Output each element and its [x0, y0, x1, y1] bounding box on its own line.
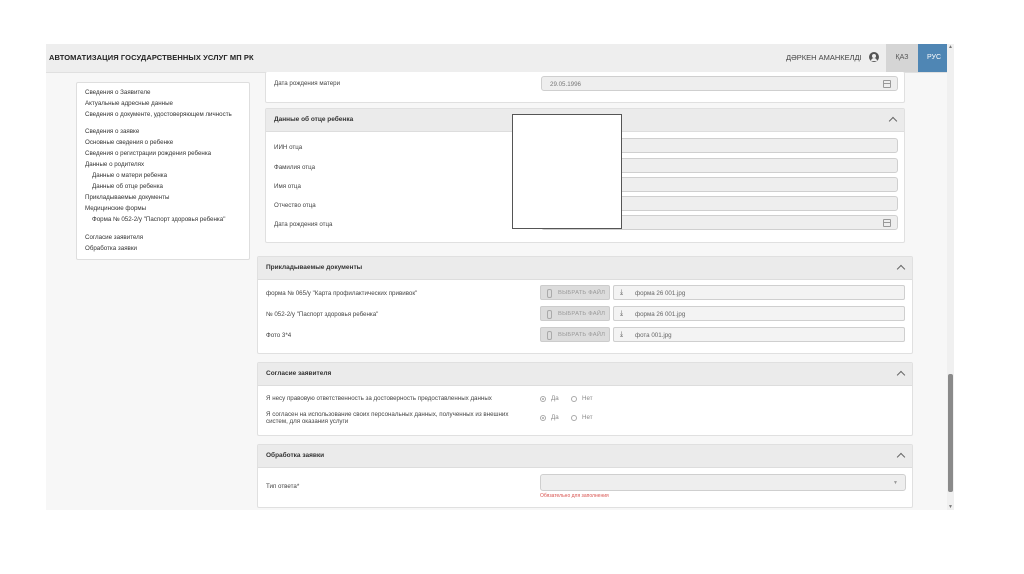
- nav-item-mother[interactable]: Данные о матери ребенка: [92, 172, 168, 179]
- nav-item-id-document[interactable]: Сведения о документе, удостоверяющем личность: [85, 111, 232, 118]
- answer-type-select[interactable]: [540, 474, 906, 491]
- consent-responsibility-yes-radio[interactable]: [540, 396, 546, 402]
- processing-card-title: Обработка заявки: [266, 452, 325, 459]
- nav-item-birth-registration[interactable]: Сведения о регистрации рождения ребенка: [85, 150, 212, 157]
- consent-responsibility-text: Я несу правовую ответственность за достоверность предоставленных данных: [266, 395, 492, 402]
- required-hint: Обязательно для заполнения: [540, 493, 609, 499]
- nav-item-medical-forms[interactable]: Медицинские формы: [85, 205, 147, 212]
- scroll-thumb[interactable]: [948, 374, 953, 492]
- nav-item-documents[interactable]: Прикладываемые документы: [85, 194, 170, 201]
- father-surname-label: Фамилия отца: [274, 164, 316, 171]
- lang-kz-button[interactable]: ҚАЗ: [886, 44, 918, 72]
- download-icon[interactable]: ⤓: [620, 331, 624, 338]
- chevron-up-icon[interactable]: [897, 453, 905, 461]
- consent-personal-data-no-radio[interactable]: [571, 415, 577, 421]
- nav-item-parents[interactable]: Данные о родителях: [85, 161, 145, 168]
- no-label: Нет: [582, 414, 593, 421]
- calendar-icon[interactable]: [883, 219, 891, 227]
- nav-item-applicant[interactable]: Сведения о Заявителе: [85, 89, 151, 96]
- nav-item-request[interactable]: Сведения о заявке: [85, 128, 140, 135]
- documents-card: [257, 256, 913, 354]
- consent-responsibility-no-radio[interactable]: [571, 396, 577, 402]
- consent-card-title: Согласие заявителя: [266, 370, 332, 377]
- scroll-down-icon[interactable]: ▼: [948, 504, 953, 510]
- paperclip-icon: [547, 289, 552, 298]
- lang-ru-button[interactable]: РУС: [918, 44, 950, 72]
- processing-card-header[interactable]: [258, 445, 912, 468]
- father-birth-label: Дата рождения отца: [274, 221, 333, 228]
- nav-item-child-basic[interactable]: Основные сведения о ребенке: [85, 139, 174, 146]
- choose-file-button[interactable]: ВЫБРАТЬ ФАЙЛ: [540, 306, 610, 321]
- nav-item-address[interactable]: Актуальные адресные данные: [85, 100, 173, 107]
- top-bar: [46, 44, 954, 73]
- choose-file-button[interactable]: ВЫБРАТЬ ФАЙЛ: [540, 327, 610, 342]
- scroll-up-icon[interactable]: ▲: [948, 44, 953, 50]
- mother-birth-label: Дата рождения матери: [274, 80, 341, 87]
- yes-label: Да: [551, 395, 559, 402]
- mother-birth-value: 29.05.1996: [550, 81, 581, 88]
- father-name-label: Имя отца: [274, 183, 301, 190]
- download-icon[interactable]: ⤓: [620, 289, 624, 296]
- app-title: АВТОМАТИЗАЦИЯ ГОСУДАРСТВЕННЫХ УСЛУГ МП РК: [49, 53, 254, 62]
- documents-card-title: Прикладываемые документы: [266, 264, 363, 271]
- answer-type-label: Тип ответа*: [266, 483, 300, 490]
- user-name[interactable]: ДӘРКЕН АМАНКЕЛДІ: [786, 53, 862, 62]
- nav-item-consent[interactable]: Согласие заявителя: [85, 234, 144, 241]
- choose-file-button[interactable]: ВЫБРАТЬ ФАЙЛ: [540, 285, 610, 300]
- no-label: Нет: [582, 395, 593, 402]
- chevron-up-icon[interactable]: [897, 265, 905, 273]
- consent-card: [257, 362, 913, 436]
- mother-birth-field[interactable]: [541, 76, 898, 91]
- nav-item-processing[interactable]: Обработка заявки: [85, 245, 138, 252]
- doc-file-field[interactable]: ⤓ форма 26 001.jpg: [613, 306, 905, 321]
- father-patronymic-label: Отчество отца: [274, 202, 316, 209]
- consent-card-header[interactable]: [258, 363, 912, 386]
- paperclip-icon: [547, 331, 552, 340]
- mother-card: [265, 72, 905, 103]
- doc-file-field[interactable]: ⤓ форма 26 001.jpg: [613, 285, 905, 300]
- doc-label-photo: Фото 3*4: [266, 332, 292, 339]
- calendar-icon[interactable]: [883, 80, 891, 88]
- user-circle-icon[interactable]: [869, 52, 879, 62]
- section-nav: [76, 82, 250, 260]
- consent-personal-data-text: Я согласен на использование своих персональных данных, полученных из внешних систем, для оказания услуги: [266, 411, 509, 425]
- yes-label: Да: [551, 414, 559, 421]
- father-iin-label: ИИН отца: [274, 144, 303, 151]
- doc-file-field[interactable]: ⤓ фота 001.jpg: [613, 327, 905, 342]
- chevron-up-icon[interactable]: [897, 371, 905, 379]
- nav-item-father[interactable]: Данные об отце ребенка: [92, 183, 163, 190]
- chevron-up-icon[interactable]: [889, 117, 897, 125]
- caret-down-icon: ▼: [893, 480, 898, 486]
- consent-personal-data-yes-radio[interactable]: [540, 415, 546, 421]
- processing-card: [257, 444, 913, 508]
- redaction-box: [512, 114, 622, 229]
- father-card-title: Данные об отце ребенка: [274, 116, 354, 123]
- nav-item-health-passport[interactable]: Форма № 052-2/у "Паспорт здоровья ребенка": [92, 216, 226, 223]
- documents-card-header[interactable]: [258, 257, 912, 280]
- scrollbar[interactable]: [947, 44, 954, 510]
- doc-label-vaccination: форма № 065/у "Карта профилактических прививок": [266, 290, 418, 297]
- download-icon[interactable]: ⤓: [620, 310, 624, 317]
- paperclip-icon: [547, 310, 552, 319]
- doc-label-health-passport: № 052-2/у "Паспорт здоровья ребенка": [266, 311, 379, 318]
- app-window: [46, 44, 954, 510]
